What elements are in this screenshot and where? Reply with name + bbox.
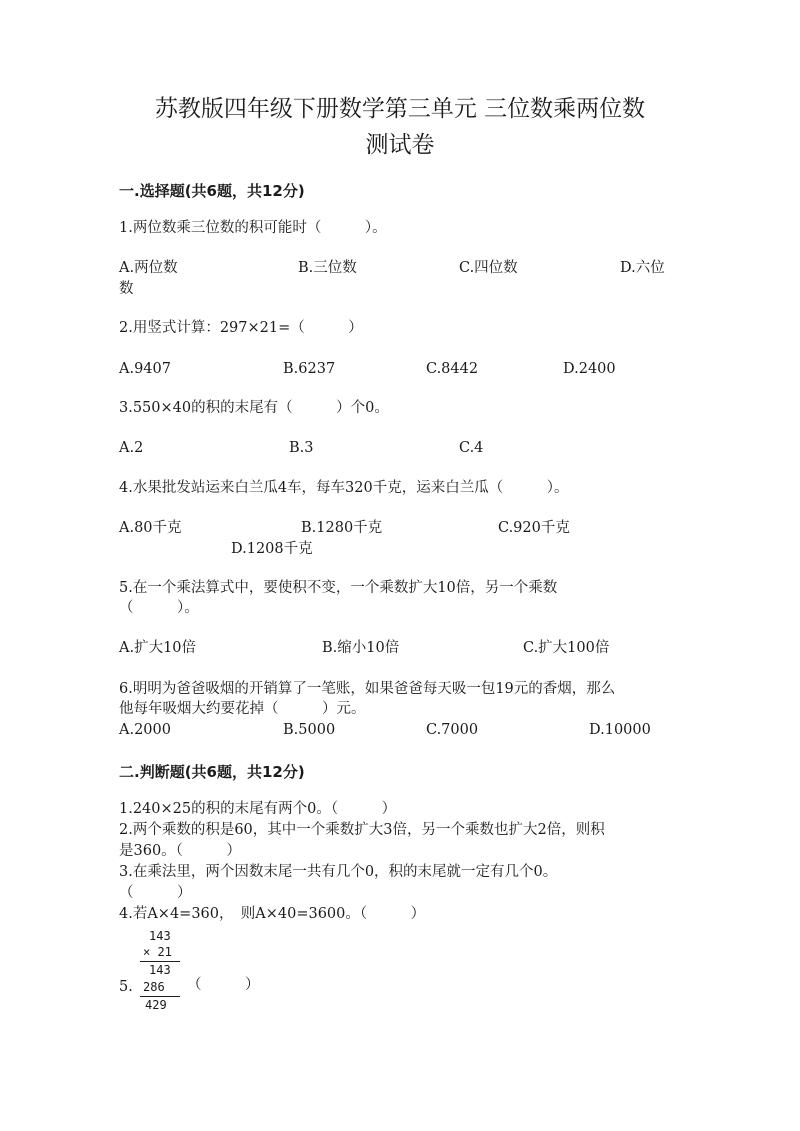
question-3-option-b: B.3 <box>289 440 314 456</box>
question-4-stem: 4.水果批发站运来白兰瓜4车，每车320千克，运来白兰瓜（ ）。 <box>119 480 569 496</box>
question-1-option-b: B.三位数 <box>298 260 357 276</box>
page-title-line-2: 测试卷 <box>365 132 435 158</box>
question-5-option-a: A.扩大10倍 <box>119 640 197 656</box>
question-2-option-a: A.9407 <box>119 361 171 377</box>
calc-partial-product-1: 143 <box>149 963 171 977</box>
question-3-option-a: A.2 <box>119 440 144 456</box>
calc-final-product: 429 <box>145 998 167 1012</box>
judgement-2-line-1: 2.两个乘数的积是60，其中一个乘数扩大3倍，另一个乘数也扩大2倍，则积 <box>119 822 605 838</box>
question-6-stem-line-1: 6.明明为爸爸吸烟的开销算了一笔账，如果爸爸每天吸一包19元的香烟，那么 <box>119 681 616 697</box>
question-2-option-b: B.6237 <box>283 361 336 377</box>
question-6-stem-line-2: 他每年吸烟大约要花掉（ ）元。 <box>119 701 366 717</box>
question-1-option-d-wrap: 数 <box>119 281 134 297</box>
question-2-option-c: C.8442 <box>426 361 479 377</box>
question-5-stem-line-2: （ ）。 <box>119 600 199 616</box>
question-4-option-d: D.1208千克 <box>231 541 313 557</box>
judgement-3-line-1: 3.在乘法里，两个因数末尾一共有几个0，积的末尾就一定有几个0。 <box>119 864 558 880</box>
judgement-4: 4.若A×4=360， 则A×40=3600。（ ） <box>119 906 426 922</box>
judgement-5-answer-blank: （ ） <box>187 977 260 993</box>
question-2-stem: 2.用竖式计算：297×21=（ ） <box>119 320 363 336</box>
question-1-option-d: D.六位 <box>620 260 665 276</box>
judgement-1: 1.240×25的积的末尾有两个0。（ ） <box>119 801 397 817</box>
page-title-line-1: 苏教版四年级下册数学第三单元 三位数乘两位数 <box>154 96 646 122</box>
question-5-stem-line-1: 5.在一个乘法算式中，要使积不变，一个乘数扩大10倍，另一个乘数 <box>119 580 558 596</box>
judgement-3-line-2: （ ） <box>119 885 192 901</box>
question-1-stem: 1.两位数乘三位数的积可能时（ ）。 <box>119 220 387 236</box>
judgement-5-label: 5. <box>119 979 133 995</box>
calc-multiplier: × 21 <box>143 945 172 959</box>
question-2-option-d: D.2400 <box>563 361 616 377</box>
section-heading-choice: 一.选择题(共6题，共12分) <box>119 182 305 200</box>
question-1-option-a: A.两位数 <box>119 260 178 276</box>
question-5-option-b: B.缩小10倍 <box>322 640 400 656</box>
question-4-option-a: A.80千克 <box>119 520 182 536</box>
question-1-option-c: C.四位数 <box>459 260 518 276</box>
calc-partial-product-2: 286 <box>143 980 165 994</box>
question-4-option-b: B.1280千克 <box>301 520 383 536</box>
question-3-stem: 3.550×40的积的末尾有（ ）个0。 <box>119 400 389 416</box>
judgement-2-line-2: 是360。（ ） <box>119 843 241 859</box>
question-6-option-d: D.10000 <box>589 722 651 738</box>
question-3-option-c: C.4 <box>459 440 484 456</box>
section-heading-judgement: 二.判断题(共6题，共12分) <box>119 763 305 781</box>
question-6-option-a: A.2000 <box>119 722 171 738</box>
question-5-option-c: C.扩大100倍 <box>523 640 610 656</box>
calc-divider-line-2 <box>140 996 180 997</box>
question-6-option-c: C.7000 <box>426 722 479 738</box>
question-4-option-c: C.920千克 <box>498 520 570 536</box>
question-6-option-b: B.5000 <box>283 722 336 738</box>
calc-divider-line-1 <box>140 961 180 962</box>
calc-multiplicand: 143 <box>149 929 171 943</box>
